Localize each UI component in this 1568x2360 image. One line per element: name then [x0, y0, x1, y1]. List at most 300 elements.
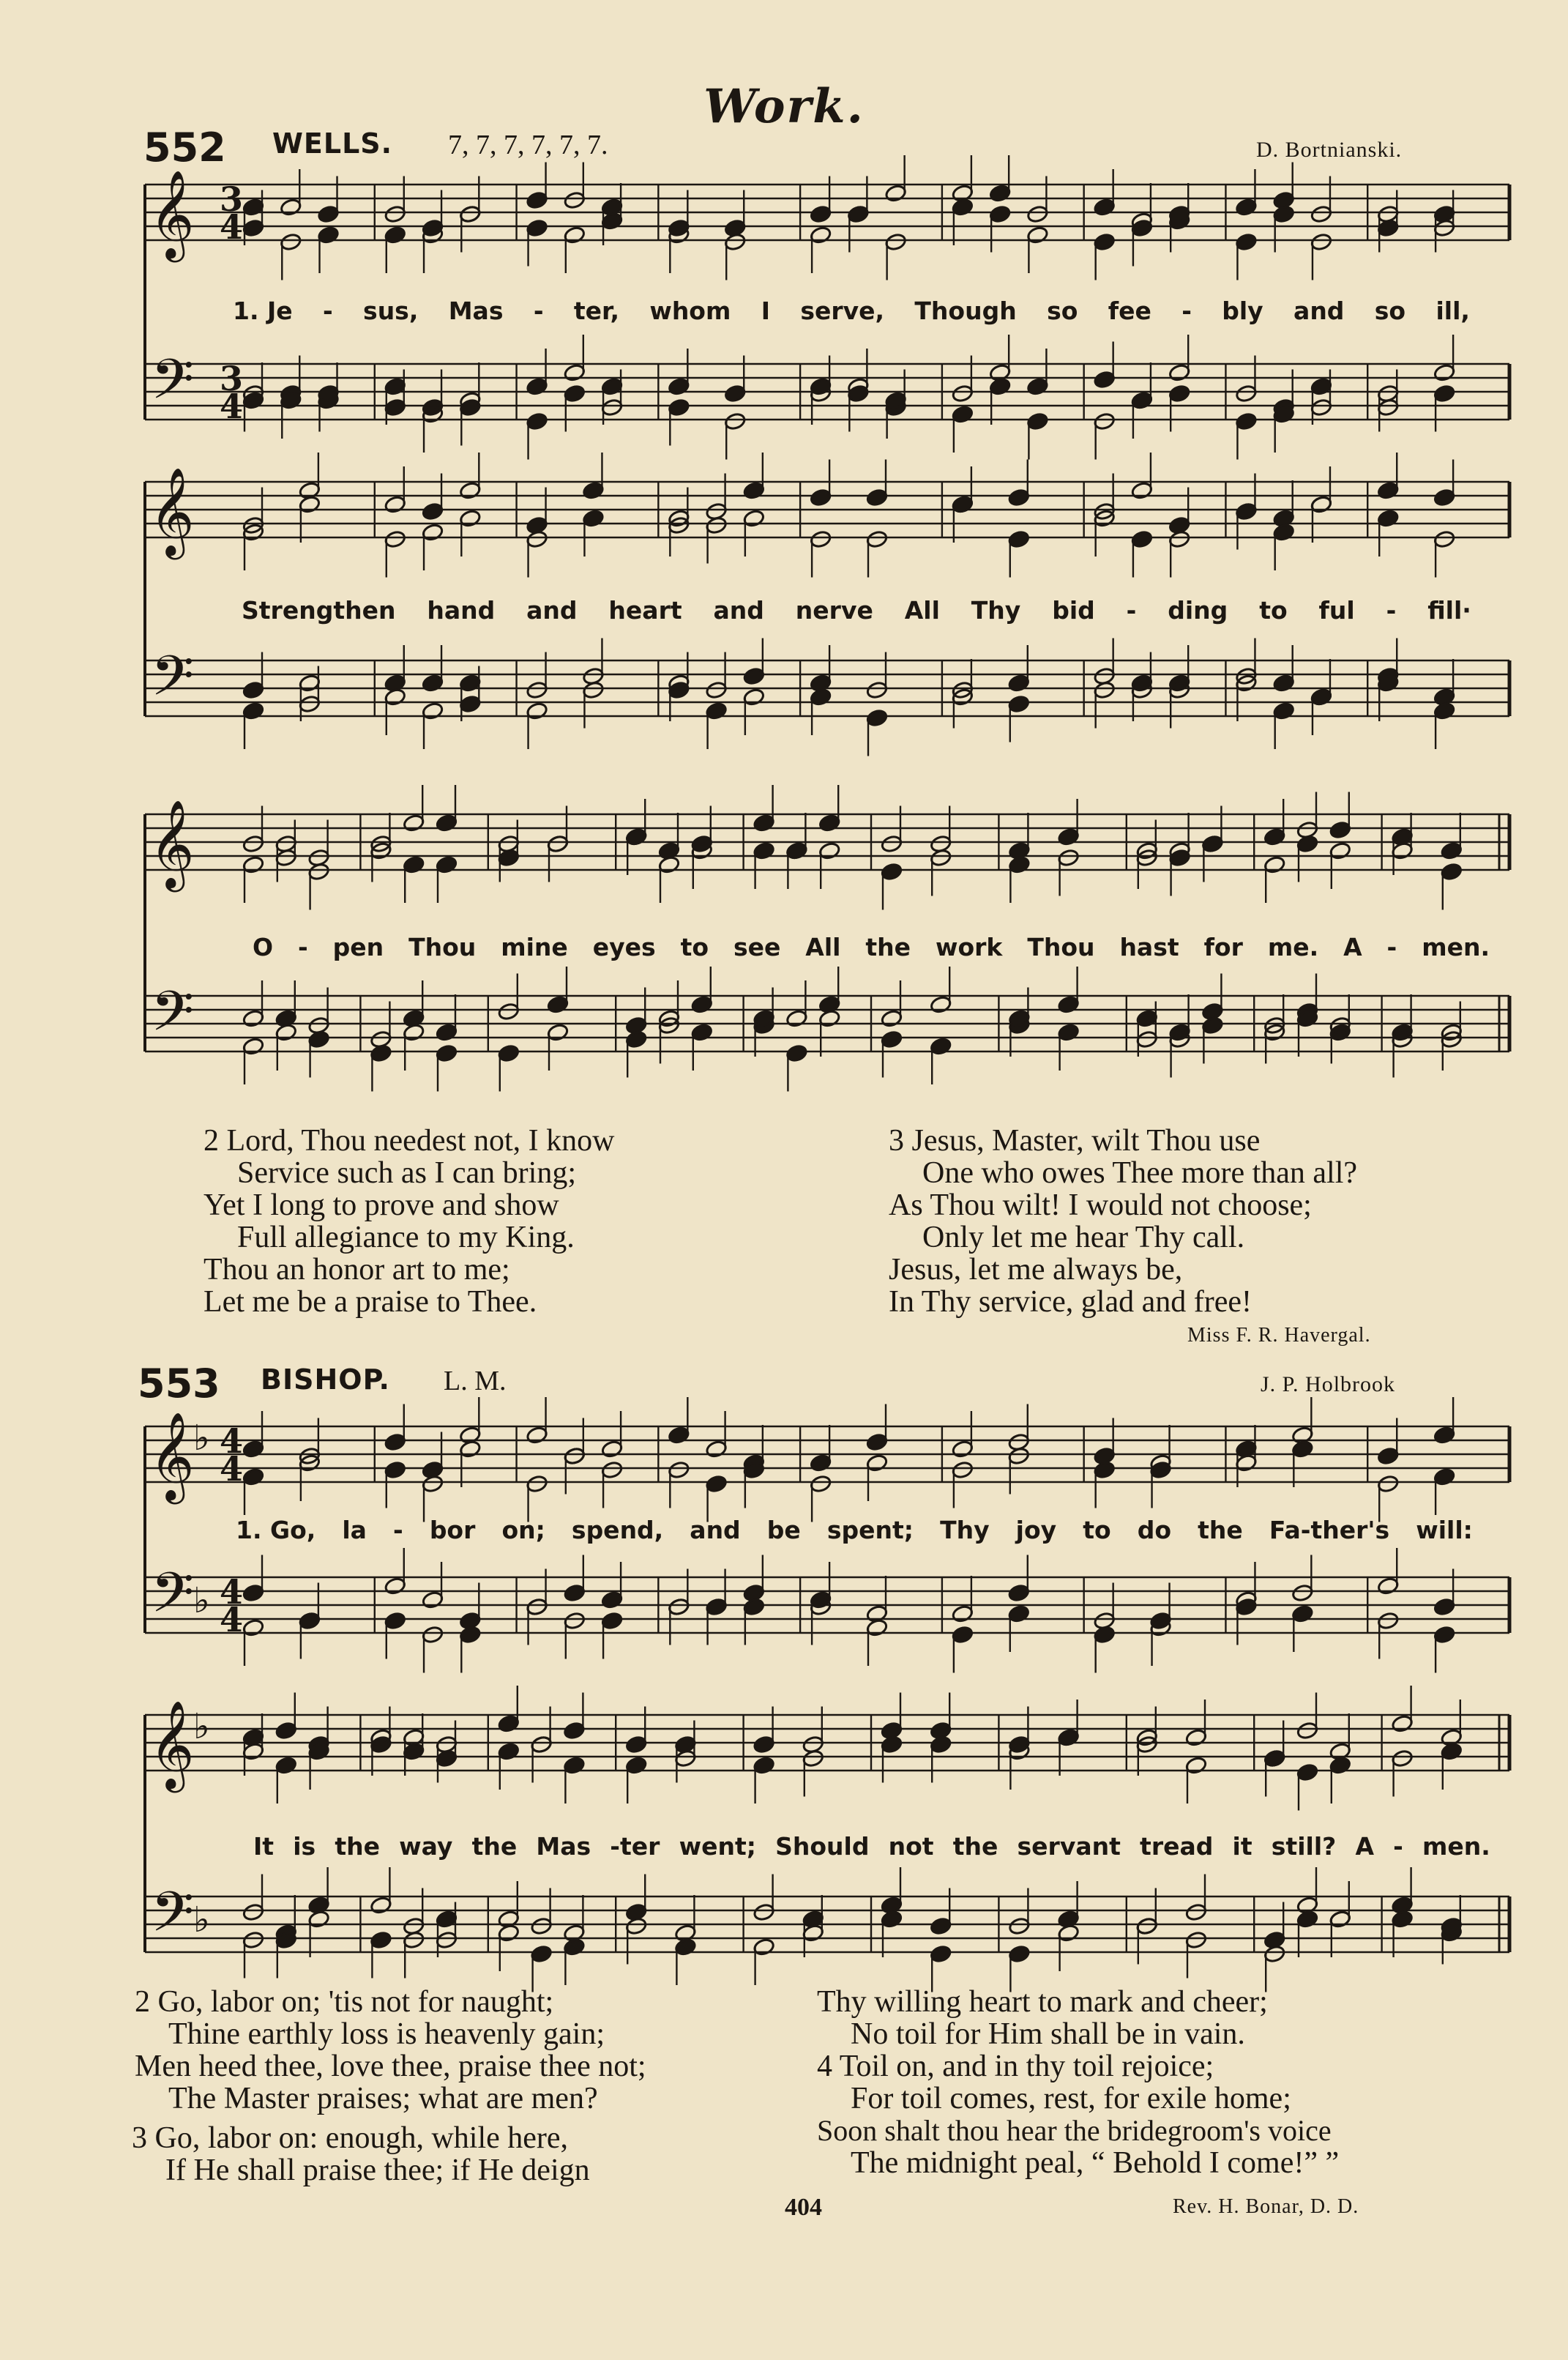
note-head: [370, 1931, 392, 1950]
note-head: [1433, 363, 1456, 382]
verse-line: Let me be a praise to Thee.: [204, 1285, 537, 1319]
note-head: [307, 863, 330, 882]
note-head: [422, 1626, 444, 1645]
note-head: [299, 1612, 321, 1631]
note-head: [1272, 701, 1295, 721]
note-head: [989, 205, 1012, 224]
note-head: [743, 688, 766, 707]
lyric-syllable: me.: [1267, 933, 1319, 961]
lyric-syllable: tread: [1140, 1832, 1214, 1861]
note-head: [1377, 509, 1400, 528]
note-head: [952, 495, 974, 514]
note-head: [1296, 1910, 1319, 1929]
note-head: [802, 1749, 825, 1768]
note-head: [1093, 681, 1116, 700]
note-head: [436, 1735, 458, 1754]
lyric-syllable: be: [766, 1516, 801, 1544]
hymn-552-verse-2: [204, 1125, 614, 1318]
time-signature: 4: [220, 1572, 244, 1612]
lyric-syllable: serve,: [800, 297, 885, 325]
note-head: [1310, 495, 1333, 514]
hymn-552-lyrics-1: [233, 297, 1470, 325]
note-head: [1235, 233, 1258, 252]
note-head: [866, 681, 889, 700]
note-head: [498, 1002, 520, 1021]
note-head: [1026, 205, 1049, 224]
time-signature: 4: [220, 1449, 244, 1489]
lyric-syllable: men.: [1422, 1832, 1490, 1861]
note-head: [498, 835, 520, 854]
note-head: [530, 1917, 553, 1936]
note-head: [459, 695, 482, 714]
note-head: [1291, 1440, 1314, 1459]
note-head: [498, 1714, 520, 1733]
verse-line: Service such as I can bring;: [237, 1156, 577, 1190]
note-head: [674, 1937, 697, 1957]
note-head: [1093, 1626, 1116, 1645]
note-head: [526, 530, 548, 549]
lyric-syllable: pen: [332, 933, 384, 961]
note-head: [1296, 1721, 1319, 1741]
note-head: [1007, 1604, 1030, 1623]
note-head: [930, 1917, 952, 1936]
note-head: [275, 835, 298, 854]
note-head: [317, 226, 340, 245]
note-head: [1168, 530, 1191, 549]
verse-line: No toil for Him shall be in vain.: [851, 2017, 1245, 2051]
note-head: [1007, 530, 1030, 549]
note-head: [242, 681, 265, 700]
note-head: [691, 995, 714, 1014]
note-head: [753, 841, 775, 860]
note-head: [1329, 1756, 1352, 1775]
note-head: [1441, 1742, 1463, 1761]
note-head: [952, 384, 974, 403]
hymn-553-author: Rev. H. Bonar, D. D.: [1173, 2195, 1359, 2218]
note-head: [625, 1735, 648, 1754]
lyric-syllable: it: [1232, 1832, 1252, 1861]
note-head: [1185, 1728, 1208, 1747]
note-head: [705, 516, 728, 535]
lyric-syllable: the: [335, 1832, 380, 1861]
note-head: [881, 863, 903, 882]
note-head: [601, 1440, 624, 1459]
note-head: [1168, 384, 1191, 403]
note-head: [1433, 1626, 1456, 1645]
note-head: [1136, 1030, 1159, 1049]
lyric-syllable: ful: [1318, 596, 1355, 625]
hymn-552-verse-3: [889, 1125, 1357, 1318]
note-head: [1057, 1023, 1080, 1042]
lyric-syllable: -: [1181, 297, 1192, 325]
note-head: [459, 674, 482, 693]
note-head: [1057, 827, 1080, 846]
note-head: [403, 814, 425, 833]
verse-line: Thine earthly loss is heavenly gain;: [168, 2017, 605, 2051]
verse-line: Thou an honor art to me;: [204, 1253, 510, 1287]
note-head: [242, 701, 265, 721]
note-head: [384, 1577, 406, 1596]
note-head: [1433, 205, 1456, 224]
note-head: [884, 184, 907, 203]
note-head: [930, 1945, 952, 1964]
note-head: [668, 1426, 690, 1445]
lyric-syllable: -: [1386, 596, 1397, 625]
note-head: [1093, 371, 1116, 390]
note-head: [384, 1461, 406, 1480]
lyric-syllable: and: [690, 1516, 741, 1544]
note-head: [526, 681, 548, 700]
note-head: [1329, 821, 1352, 840]
note-head: [299, 495, 321, 514]
lyric-syllable: -: [1393, 1832, 1403, 1861]
note-head: [658, 855, 681, 874]
note-head: [601, 1612, 624, 1631]
note-head: [1310, 233, 1333, 252]
note-head: [785, 841, 808, 860]
note-head: [881, 835, 903, 854]
note-head: [384, 530, 406, 549]
lyric-syllable: -: [393, 1516, 403, 1544]
lyric-syllable: the: [952, 1832, 998, 1861]
lyric-syllable: to: [680, 933, 709, 961]
hymn-552-author: Miss F. R. Havergal.: [1187, 1324, 1371, 1347]
note-head: [436, 1910, 458, 1929]
page-number: 404: [785, 2194, 822, 2221]
lyric-syllable: the: [471, 1832, 518, 1861]
note-head: [866, 709, 889, 728]
note-head: [275, 1721, 298, 1741]
note-head: [866, 1453, 889, 1473]
note-head: [384, 377, 406, 396]
note-head: [625, 1756, 648, 1775]
note-head: [753, 1735, 775, 1754]
lyric-syllable: ter,: [573, 297, 619, 325]
note-head: [422, 701, 444, 721]
note-head: [810, 530, 832, 549]
note-head: [1391, 827, 1414, 846]
note-head: [952, 1626, 974, 1645]
lyric-syllable: Though: [914, 297, 1017, 325]
note-head: [1057, 849, 1080, 868]
note-head: [1026, 377, 1049, 396]
bass-clef-icon: 𝄢: [151, 1560, 195, 1639]
time-signature: 3: [220, 179, 244, 219]
lyric-syllable: Thy: [940, 1516, 990, 1544]
note-head: [1391, 1749, 1414, 1768]
note-head: [1433, 1467, 1456, 1486]
note-head: [526, 191, 548, 210]
note-head: [242, 1440, 265, 1459]
note-head: [526, 412, 548, 431]
note-head: [1291, 1604, 1314, 1623]
note-head: [526, 1475, 548, 1494]
note-head: [743, 667, 766, 686]
note-head: [1131, 481, 1154, 500]
lyric-syllable: fill·: [1427, 596, 1471, 625]
time-signature: 4: [220, 387, 244, 426]
note-head: [384, 205, 406, 224]
note-head: [601, 1590, 624, 1609]
note-head: [753, 1903, 775, 1922]
note-head: [753, 1937, 775, 1957]
note-head: [1377, 1447, 1400, 1466]
note-head: [1093, 1461, 1116, 1480]
hymn-552-lyrics-3: [253, 933, 1490, 961]
lyric-syllable: Mas: [536, 1832, 591, 1861]
lyric-syllable: men.: [1422, 933, 1490, 961]
lyric-syllable: whom: [649, 297, 731, 325]
lyric-syllable: Strengthen: [242, 596, 396, 625]
note-head: [785, 1044, 808, 1063]
note-head: [1329, 1910, 1352, 1929]
note-head: [881, 1009, 903, 1028]
note-head: [384, 1612, 406, 1631]
note-head: [1168, 363, 1191, 382]
note-head: [753, 814, 775, 833]
note-head: [422, 1475, 444, 1494]
note-head: [242, 1467, 265, 1486]
lyric-syllable: on;: [501, 1516, 545, 1544]
note-head: [1136, 1009, 1159, 1028]
note-head: [436, 1023, 458, 1042]
lyric-syllable: way: [399, 1832, 453, 1861]
bass-clef-icon: 𝄢: [151, 347, 195, 425]
lyric-syllable: -: [1126, 596, 1137, 625]
verse-line: Only let me hear Thy call.: [922, 1221, 1245, 1254]
note-head: [1433, 1598, 1456, 1617]
note-head: [1057, 995, 1080, 1014]
note-head: [403, 855, 425, 874]
note-head: [242, 198, 265, 217]
lyric-syllable: I: [761, 297, 770, 325]
lyric-syllable: the: [865, 933, 911, 961]
note-head: [582, 481, 605, 500]
lyric-syllable: All: [805, 933, 841, 961]
lyric-syllable: ill,: [1436, 297, 1470, 325]
note-head: [564, 1584, 586, 1603]
note-head: [1201, 835, 1224, 854]
section-title: Work.: [703, 79, 865, 134]
verse-line: Jesus, let me always be,: [889, 1253, 1183, 1287]
flat-sign-icon: ♭: [193, 1418, 210, 1459]
note-head: [1007, 1584, 1030, 1603]
note-head: [818, 841, 841, 860]
note-head: [563, 1721, 586, 1741]
note-head: [459, 1440, 482, 1459]
note-head: [1310, 377, 1333, 396]
lyric-syllable: see: [733, 933, 781, 961]
note-head: [1272, 205, 1295, 224]
note-head: [403, 1728, 425, 1747]
note-head: [1391, 1714, 1414, 1733]
note-head: [422, 523, 444, 542]
bass-clef-icon: 𝄢: [151, 979, 195, 1057]
note-head: [242, 1584, 265, 1603]
time-signature: 4: [220, 207, 244, 247]
note-head: [601, 1461, 624, 1480]
bass-clef-icon: 𝄢: [151, 1880, 195, 1958]
lyric-syllable: to: [1083, 1516, 1111, 1544]
verse-line: The Master praises; what are men?: [168, 2082, 598, 2115]
lyric-syllable: Thou: [408, 933, 477, 961]
note-head: [1093, 412, 1116, 431]
lyric-syllable: will:: [1416, 1516, 1473, 1544]
note-head: [564, 191, 586, 210]
verse-line: Full allegiance to my King.: [237, 1221, 575, 1254]
lyric-syllable: Mas: [448, 297, 504, 325]
note-head: [1329, 841, 1352, 860]
verse-line: 2 Go, labor on; 'tis not for naught;: [135, 1985, 554, 2019]
hymn-553-number: 553: [138, 1360, 220, 1407]
note-head: [1235, 384, 1258, 403]
note-head: [818, 814, 841, 833]
lyric-syllable: la: [342, 1516, 367, 1544]
note-head: [810, 226, 832, 245]
lyric-syllable: Fa-ther's: [1269, 1516, 1390, 1544]
lyric-syllable: -ter: [610, 1832, 660, 1861]
note-head: [526, 219, 548, 238]
hymn-552-tune: WELLS.: [272, 127, 393, 160]
verse-line: For toil comes, rest, for exile home;: [851, 2082, 1291, 2115]
note-head: [1235, 412, 1258, 431]
lyric-syllable: fee: [1108, 297, 1151, 325]
note-head: [625, 1917, 648, 1936]
lyric-syllable: to: [1259, 596, 1288, 625]
note-head: [384, 226, 406, 245]
note-head: [582, 681, 605, 700]
note-head: [526, 377, 548, 396]
lyric-syllable: 1. Je: [233, 297, 293, 325]
note-head: [582, 509, 605, 528]
lyric-syllable: so: [1047, 297, 1078, 325]
note-head: [601, 377, 624, 396]
note-head: [459, 205, 482, 224]
note-head: [1026, 226, 1049, 245]
note-head: [952, 1440, 974, 1459]
note-head: [753, 1756, 775, 1775]
note-head: [436, 814, 458, 833]
note-head: [810, 688, 832, 707]
note-head: [526, 1426, 548, 1445]
note-head: [280, 198, 302, 217]
lyric-syllable: A: [1355, 1832, 1374, 1861]
note-head: [1296, 835, 1319, 854]
note-head: [1377, 205, 1400, 224]
note-head: [705, 701, 728, 721]
note-head: [930, 1037, 952, 1056]
note-head: [705, 681, 728, 700]
verse-line: 4 Toil on, and in thy toil rejoice;: [817, 2050, 1214, 2083]
hymn-553-meter: L. M.: [444, 1366, 507, 1396]
note-head: [1093, 198, 1116, 217]
note-head: [674, 1735, 697, 1754]
note-head: [459, 509, 482, 528]
hymn-553-verse-3-cont: [817, 1986, 1268, 2050]
note-head: [1441, 841, 1463, 860]
note-head: [1007, 488, 1030, 507]
lyric-syllable: and: [526, 596, 578, 625]
note-head: [1026, 412, 1049, 431]
lyric-syllable: A: [1343, 933, 1362, 961]
verse-line: Yet I long to prove and show: [204, 1188, 559, 1222]
treble-clef-icon: 𝄞: [149, 169, 195, 258]
note-head: [625, 1030, 648, 1049]
note-head: [705, 1598, 728, 1617]
note-head: [952, 1604, 974, 1623]
lyric-syllable: went;: [679, 1832, 756, 1861]
verse-line: Soon shalt thou hear the bridegroom's voice: [817, 2114, 1332, 2147]
note-head: [1377, 384, 1400, 403]
note-head: [1310, 398, 1333, 417]
note-head: [242, 1728, 265, 1747]
note-head: [1131, 391, 1154, 410]
note-head: [1291, 1584, 1314, 1603]
note-head: [422, 674, 444, 693]
note-head: [459, 481, 482, 500]
lyric-syllable: All: [904, 596, 940, 625]
lyric-syllable: -: [323, 297, 333, 325]
note-head: [299, 695, 321, 714]
note-head: [743, 1598, 766, 1617]
note-head: [307, 1910, 330, 1929]
note-head: [1433, 384, 1456, 403]
hymn-553-lyrics-2: [253, 1832, 1490, 1861]
lyric-syllable: ding: [1168, 596, 1228, 625]
note-head: [384, 495, 406, 514]
note-head: [436, 1044, 458, 1063]
note-head: [1263, 855, 1286, 874]
hymn-553-verse-2: [135, 1986, 646, 2115]
note-head: [275, 1756, 298, 1775]
note-head: [810, 1453, 832, 1473]
note-head: [242, 1618, 265, 1637]
note-head: [242, 219, 265, 238]
note-head: [601, 198, 624, 217]
note-head: [280, 233, 302, 252]
verse-line: 3 Jesus, Master, wilt Thou use: [889, 1124, 1261, 1158]
note-head: [952, 198, 974, 217]
lyric-syllable: It: [253, 1832, 275, 1861]
note-head: [1185, 1756, 1208, 1775]
note-head: [1263, 827, 1286, 846]
note-head: [422, 502, 444, 521]
note-head: [1007, 1447, 1030, 1466]
hymn-552-lyrics-2: [242, 596, 1471, 625]
note-head: [403, 1931, 425, 1950]
note-head: [930, 849, 952, 868]
note-head: [743, 509, 766, 528]
note-head: [1272, 523, 1295, 542]
note-head: [1433, 488, 1456, 507]
lyric-syllable: servant: [1017, 1832, 1121, 1861]
note-head: [242, 1009, 265, 1028]
lyric-syllable: for: [1203, 933, 1243, 961]
note-head: [866, 1433, 889, 1452]
note-head: [810, 488, 832, 507]
note-head: [810, 1475, 832, 1494]
note-head: [498, 1742, 520, 1761]
lyric-syllable: not: [888, 1832, 934, 1861]
lyric-syllable: -: [1386, 933, 1397, 961]
note-head: [724, 233, 747, 252]
lyric-syllable: eyes: [592, 933, 656, 961]
note-head: [530, 1945, 553, 1964]
note-head: [459, 1626, 482, 1645]
lyric-syllable: and: [1293, 297, 1345, 325]
note-head: [564, 1612, 586, 1631]
note-head: [668, 1598, 690, 1617]
